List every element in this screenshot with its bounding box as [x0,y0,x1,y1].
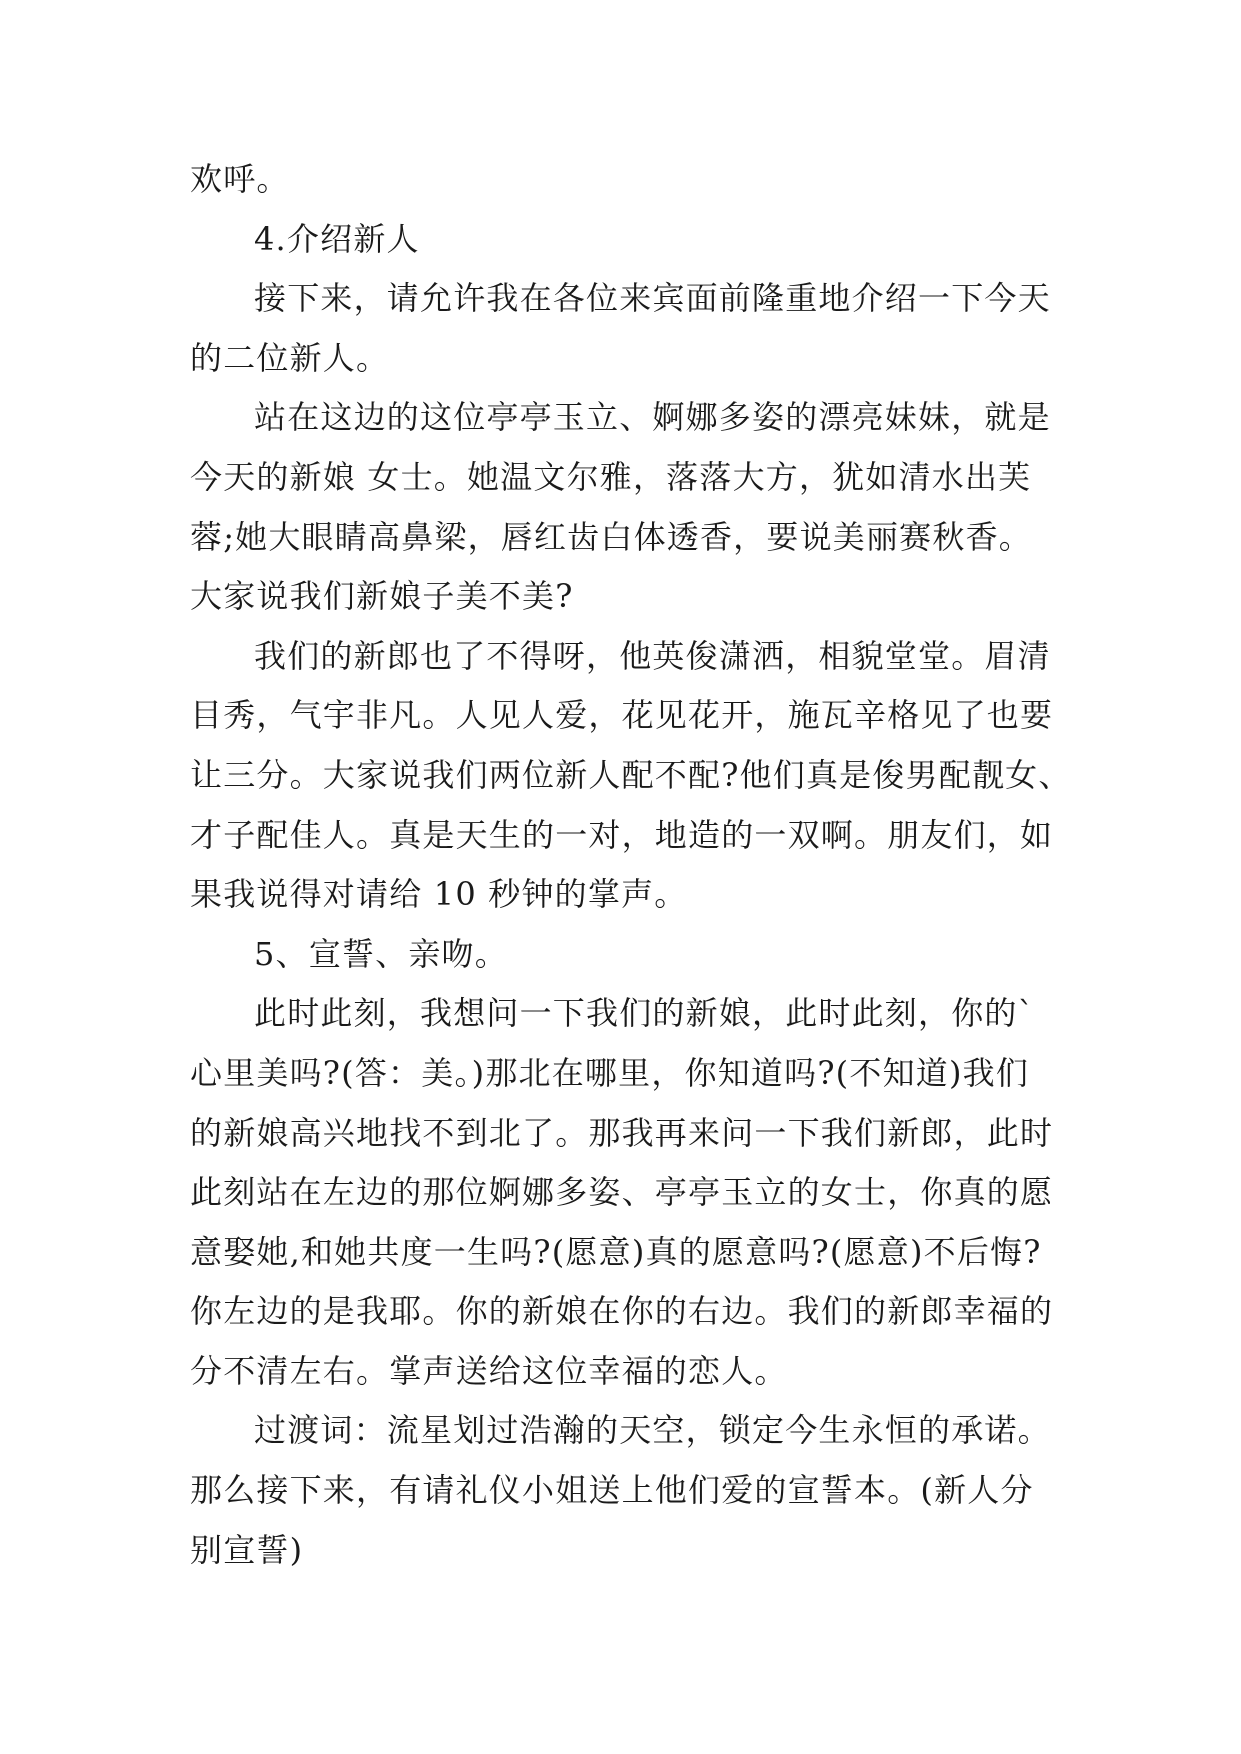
text-line: 4.介绍新人 [254,219,420,258]
text-line: 大家说我们新娘子美不美? [190,577,574,616]
text-line: 的二位新人。 [190,338,390,377]
text-line: 那么接下来，有请礼仪小姐送上他们爱的宣誓本。(新人分 [190,1471,1034,1510]
text-line: 让三分。大家说我们两位新人配不配?他们真是俊男配靓女、 [190,755,1072,794]
text-line: 心里美吗?(答：美。)那北在哪里，你知道吗?(不知道)我们 [190,1053,1030,1092]
text-line: 5、宣誓、亲吻。 [254,934,508,973]
text-line: 你左边的是我耶。你的新娘在你的右边。我们的新郎幸福的 [190,1292,1054,1331]
text-line: 意娶她,和她共度一生吗?(愿意)真的愿意吗?(愿意)不后悔? [190,1232,1042,1271]
text-line: 欢呼。 [190,160,290,198]
text-line: 我们的新郎也了不得呀，他英俊潇洒，相貌堂堂。眉清 [254,636,1051,675]
text-line: 才子配佳人。真是天生的一对，地造的一双啊。朋友们，如 [190,815,1054,854]
text-line: 的新娘高兴地找不到北了。那我再来问一下我们新郎，此时 [190,1113,1054,1152]
text-line: 站在这边的这位亭亭玉立、婀娜多姿的漂亮妹妹，就是 [254,398,1051,437]
text-line: 别宣誓) [190,1530,304,1569]
document-body [190,150,1070,1580]
text-line: 接下来，请允许我在各位来宾面前隆重地介绍一下今天 [254,279,1051,318]
text-line: 目秀，气宇非凡。人见人爱，花见花开，施瓦辛格见了也要 [190,696,1054,735]
text-line: 过渡词：流星划过浩瀚的天空，锁定今生永恒的承诺。 [254,1411,1051,1450]
text-line: 此刻站在左边的那位婀娜多姿、亭亭玉立的女士，你真的愿 [190,1173,1054,1212]
text-line: 今天的新娘 女士。她温文尔雅，落落大方，犹如清水出芙 [190,457,1032,496]
text-line: 分不清左右。掌声送给这位幸福的恋人。 [190,1351,788,1390]
text-line: 此时此刻，我想问一下我们的新娘，此时此刻，你的` [254,994,1035,1033]
text-line: 果我说得对请给 10 秒钟的掌声。 [190,875,688,914]
text-line: 蓉;她大眼睛高鼻梁，唇红齿白体透香，要说美丽赛秋香。 [190,517,1032,556]
